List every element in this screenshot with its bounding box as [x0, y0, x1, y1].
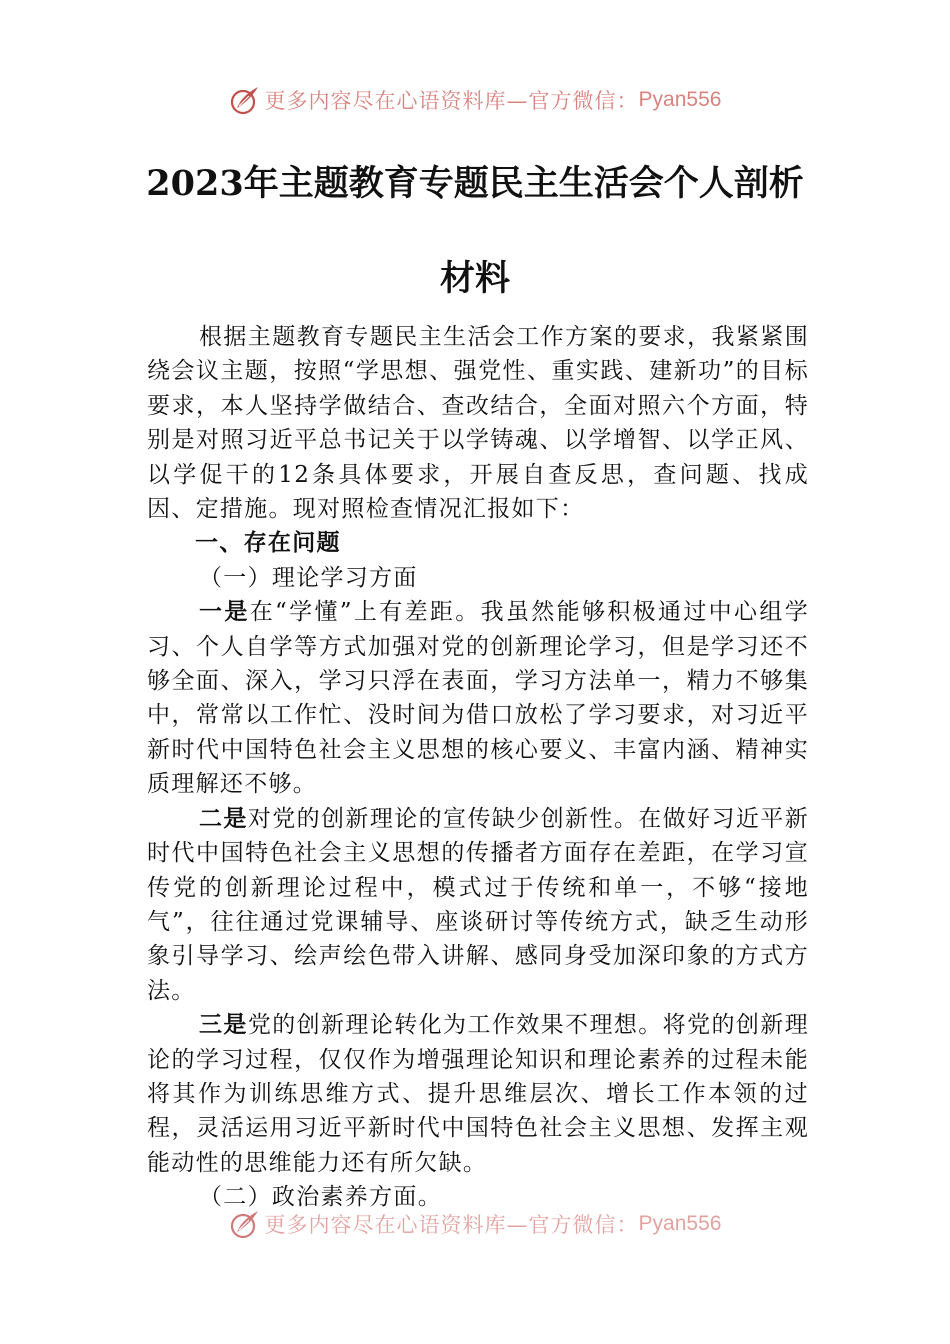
item-text: 对党的创新理论的宣传缺少创新性。在做好习近平新时代中国特色社会主义思想的传播者方面存在差距，在学习宣传党的创新理论过程中，模式过于传统和单一，不够“接地气”，往往通过党课辅导、座谈研讨等传统方式，缺乏生动形象引导学习、绘声绘色带入讲解、感同身受加深印象的方式方法。	[147, 805, 809, 1004]
document-title-line2: 材料	[439, 258, 510, 299]
watermark-id: Pyan556	[638, 1212, 722, 1235]
item-lead: 二是	[199, 804, 248, 832]
watermark-footer	[0, 1208, 950, 1240]
document-title-line1: 2023年主题教育专题民主生活会个人剖析	[146, 163, 804, 204]
quill-logo-icon	[229, 1208, 261, 1240]
item-paragraph	[147, 1008, 809, 1180]
watermark-text: 更多内容尽在心语资料库—官方微信：	[264, 1213, 639, 1237]
subsection-heading-politics: （二）政治素养方面。	[199, 1184, 442, 1211]
item-paragraph	[147, 802, 809, 1008]
item-lead: 三是	[199, 1011, 248, 1039]
document-body	[147, 320, 809, 1215]
watermark-text: 更多内容尽在心语资料库—官方微信：	[264, 89, 639, 113]
watermark-header	[0, 84, 950, 116]
quill-logo-icon	[229, 84, 261, 116]
item-paragraph	[147, 595, 809, 801]
item-lead: 一是	[199, 598, 250, 626]
subsection-heading-theory: （一）理论学习方面	[199, 564, 418, 591]
item-text: 党的创新理论转化为工作效果不理想。将党的创新理论的学习过程，仅仅作为增强理论知识和理论素养的过程未能将其作为训练思维方式、提升思维层次、增长工作本领的过程，灵活运用习近平新时代中国特色社会主义思想、发挥主观能动性的思维能力还有所欠缺。	[147, 1012, 809, 1176]
item-text: 在“学懂”上有差距。我虽然能够积极通过中心组学习、个人自学等方式加强对党的创新理论学习，但是学习还不够全面、深入，学习只浮在表面，学习方法单一，精力不够集中，常常以工作忙、没时间为借口放松了学习要求，对习近平新时代中国特色社会主义思想的核心要义、丰富内涵、精神实质理解还不够。	[147, 599, 809, 798]
intro-paragraph: 根据主题教育专题民主生活会工作方案的要求，我紧紧围绕会议主题，按照“学思想、强党性、重实践、建新功”的目标要求，本人坚持学做结合、查改结合，全面对照六个方面，特别是对照习近平总书记关于以学铸魂、以学增智、以学正风、以学促干的12条具体要求，开展自查反思，查问题、找成因、定措施。现对照检查情况汇报如下：	[147, 324, 809, 523]
section-heading-problems: 一、存在问题	[195, 529, 341, 557]
watermark-id: Pyan556	[638, 88, 722, 111]
